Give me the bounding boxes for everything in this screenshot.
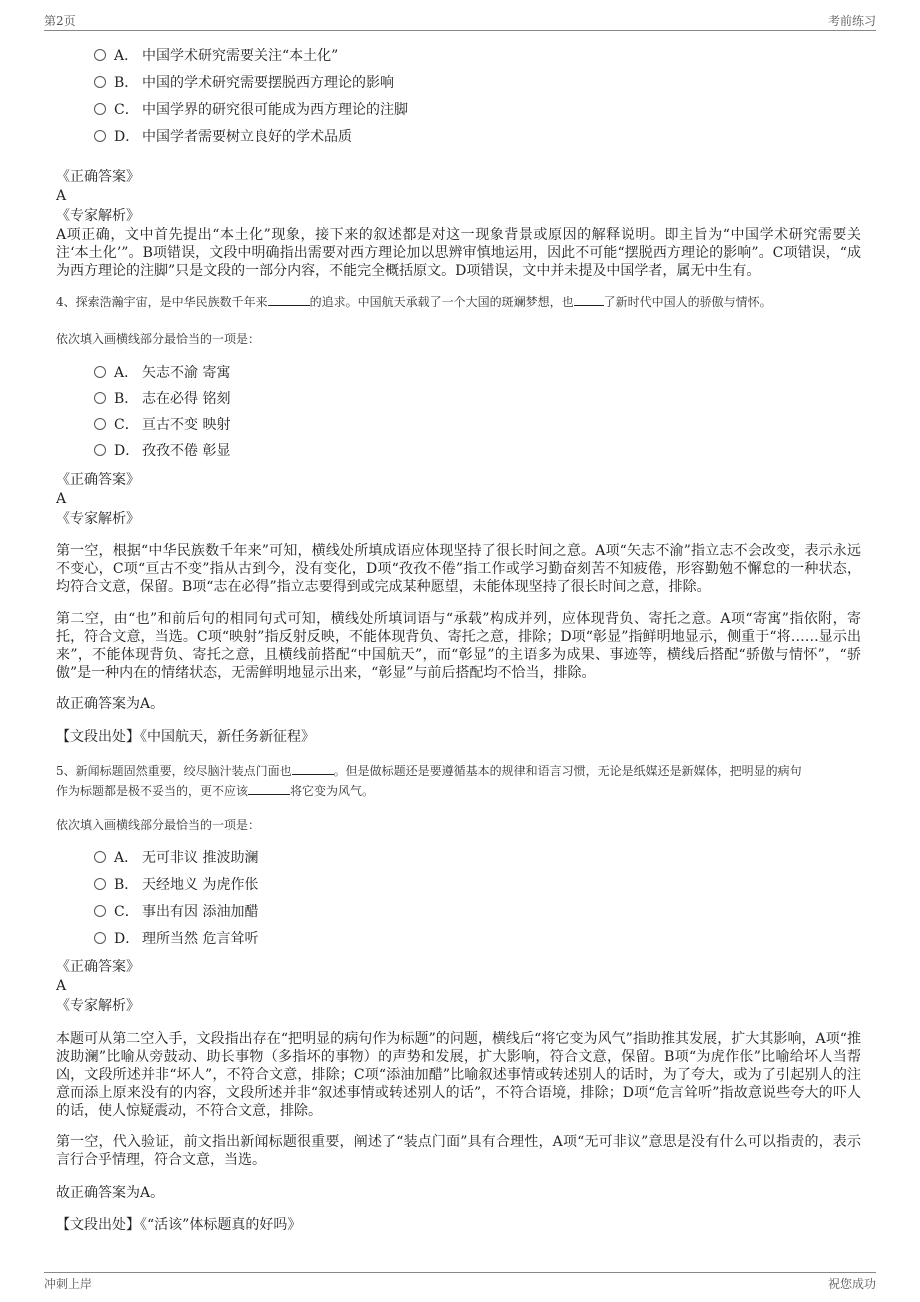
q4-analysis-p1: 第一空，根据“中华民族数千年来”可知，横线处所填成语应体现坚持了很长时间之意。A项“矢志不渝”指立志不会改变，表示永远不变心，C项“亘古不变”指从古到今，没有变化，D项“孜孜不倦”指工作或学习勤奋刻苦不知疲倦，形容勤勉不懈怠的一种状态，均符合文意，保留。B项“志在必得”指立志要得到或完成某种愿望，未能体现坚持了很长时间之意，排除。 (56, 543, 861, 595)
header-title: 考前练习 (827, 14, 876, 28)
q4-conclusion: 故正确答案为A。 (56, 696, 165, 712)
q5-option-b[interactable]: B． 天经地义 为虎作伥 (94, 875, 258, 895)
q4-analysis-label: 《专家解析》 (56, 511, 140, 527)
q3-option-d[interactable]: D． 中国学者需要树立良好的学术品质 (94, 127, 352, 147)
radio-icon[interactable] (94, 851, 106, 863)
q5-analysis-p2: 第一空，代入验证，前文指出新闻标题很重要，阐述了“装点门面”具有合理性，A项“无可非议”意思是没有什么可以指责的，表示言行合乎情理，符合文意，当选。 (56, 1134, 861, 1168)
q5-answer-label: 《正确答案》 (56, 959, 140, 975)
radio-icon[interactable] (94, 392, 106, 404)
q5-instruction: 依次填入画横线部分最恰当的一项是： (56, 818, 261, 832)
q5-analysis-p1: 本题可从第二空入手，文段指出存在“把明显的病句作为标题”的问题，横线后“将它变为风气”指助推其发展，扩大其影响，A项“推波助澜”比喻从旁鼓动、助长事物（多指坏的事物）的声势和发展，扩大影响，符合文意，保留。B项“为虎作伥”比喻给坏人当帮凶，文段所述并非“坏人”，不符合文意，排除；C项“添油加醋”比喻叙述事情或转述别人的话时，为了夸大，或为了引起别人的注意而添上原来没有的内容，文段所述并非“叙述事情或转述别人的话”，不符合语境，排除；D项“危言耸听”指故意说些夸大的吓人的话，使人惊疑震动，不符合文意，排除。 (56, 1031, 861, 1119)
radio-icon[interactable] (94, 905, 106, 917)
radio-icon[interactable] (94, 103, 106, 115)
q4-source: 【文段出处】《中国航天，新任务新征程》 (56, 729, 315, 745)
q4-stem: 4、探索浩瀚宇宙，是中华民族数千年来 的追求。中国航天承载了一个大国的斑斓梦想，也 了新时代中国人的骄傲与情怀。 (56, 295, 772, 309)
q4-option-c[interactable]: C． 亘古不变 映射 (94, 415, 230, 435)
page-header (44, 10, 876, 31)
radio-icon[interactable] (94, 878, 106, 890)
radio-icon[interactable] (94, 76, 106, 88)
q5-option-a[interactable]: A． 无可非议 推波助澜 (94, 848, 258, 868)
blank-line (248, 782, 290, 795)
q3-option-a[interactable]: A． 中国学术研究需要关注“本土化” (94, 46, 338, 66)
radio-icon[interactable] (94, 130, 106, 142)
q5-stem: 5、新闻标题固然重要，绞尽脑汁装点门面也 。但是做标题还是要遵循基本的规律和语言习惯，无论是纸媒还是新媒体，把明显的病句 作为标题都是极不妥当的，更不应该 将它变为风气。 (56, 764, 802, 798)
q4-answer-label: 《正确答案》 (56, 472, 140, 488)
q3-analysis: A项正确，文中首先提出“本土化”现象，接下来的叙述都是对这一现象背景或原因的解释说明。即主旨为“中国学术研究需要关注‘本土化’”。B项错误，文段中明确指出需要对西方理论加以思辨审慎地运用，因此不可能“摆脱西方理论的影响”。C项错误，“成为西方理论的注脚”只是文段的一部分内容，不能完全概括原文。D项错误，文中并未提及中国学者，属无中生有。 (56, 227, 861, 279)
q4-option-a[interactable]: A． 矢志不渝 寄寓 (94, 363, 230, 383)
q3-answer: A (56, 188, 67, 204)
q4-option-d[interactable]: D． 孜孜不倦 彰显 (94, 441, 230, 461)
q5-option-c[interactable]: C． 事出有因 添油加醋 (94, 902, 258, 922)
q3-option-c[interactable]: C． 中国学界的研究很可能成为西方理论的注脚 (94, 100, 408, 120)
q4-answer: A (56, 491, 67, 507)
q5-source: 【文段出处】《“活该”体标题真的好吗》 (56, 1217, 302, 1233)
q4-analysis-p2: 第二空，由“也”和前后句的相同句式可知，横线处所填词语与“承载”构成并列，应体现背负、寄托之意。A项“寄寓”指依附，寄托，符合文意，当选。C项“映射”指反射反映，不能体现背负、寄托之意，排除；D项“彰显”指鲜明地显示，侧重于“将……显示出来”，不能体现背负、寄托之意，且横线前搭配“中国航天”，而“彰显”的主语多为成果、事迹等，横线后搭配“骄傲与情怀”，“骄傲”是一种内在的情绪状态，无需鲜明地显示出来，“彰显”与前后搭配均不恰当，排除。 (56, 611, 861, 681)
q5-analysis-label: 《专家解析》 (56, 998, 140, 1014)
radio-icon[interactable] (94, 366, 106, 378)
blank-line (292, 762, 334, 775)
page-footer (44, 1272, 876, 1295)
q3-analysis-label: 《专家解析》 (56, 208, 140, 224)
blank-line (574, 293, 604, 306)
q4-option-b[interactable]: B． 志在必得 铭刻 (94, 389, 230, 409)
radio-icon[interactable] (94, 932, 106, 944)
q5-conclusion: 故正确答案为A。 (56, 1185, 165, 1201)
q4-instruction: 依次填入画横线部分最恰当的一项是： (56, 332, 261, 346)
radio-icon[interactable] (94, 418, 106, 430)
blank-line (268, 293, 310, 306)
radio-icon[interactable] (94, 444, 106, 456)
footer-right: 祝您成功 (827, 1277, 876, 1291)
footer-left: 冲刺上岸 (44, 1277, 93, 1291)
q5-option-d[interactable]: D． 理所当然 危言耸听 (94, 929, 258, 949)
q5-answer: A (56, 978, 67, 994)
radio-icon[interactable] (94, 49, 106, 61)
q3-answer-label: 《正确答案》 (56, 169, 140, 185)
page-number: 第2页 (44, 14, 76, 28)
q3-option-b[interactable]: B． 中国的学术研究需要摆脱西方理论的影响 (94, 73, 394, 93)
